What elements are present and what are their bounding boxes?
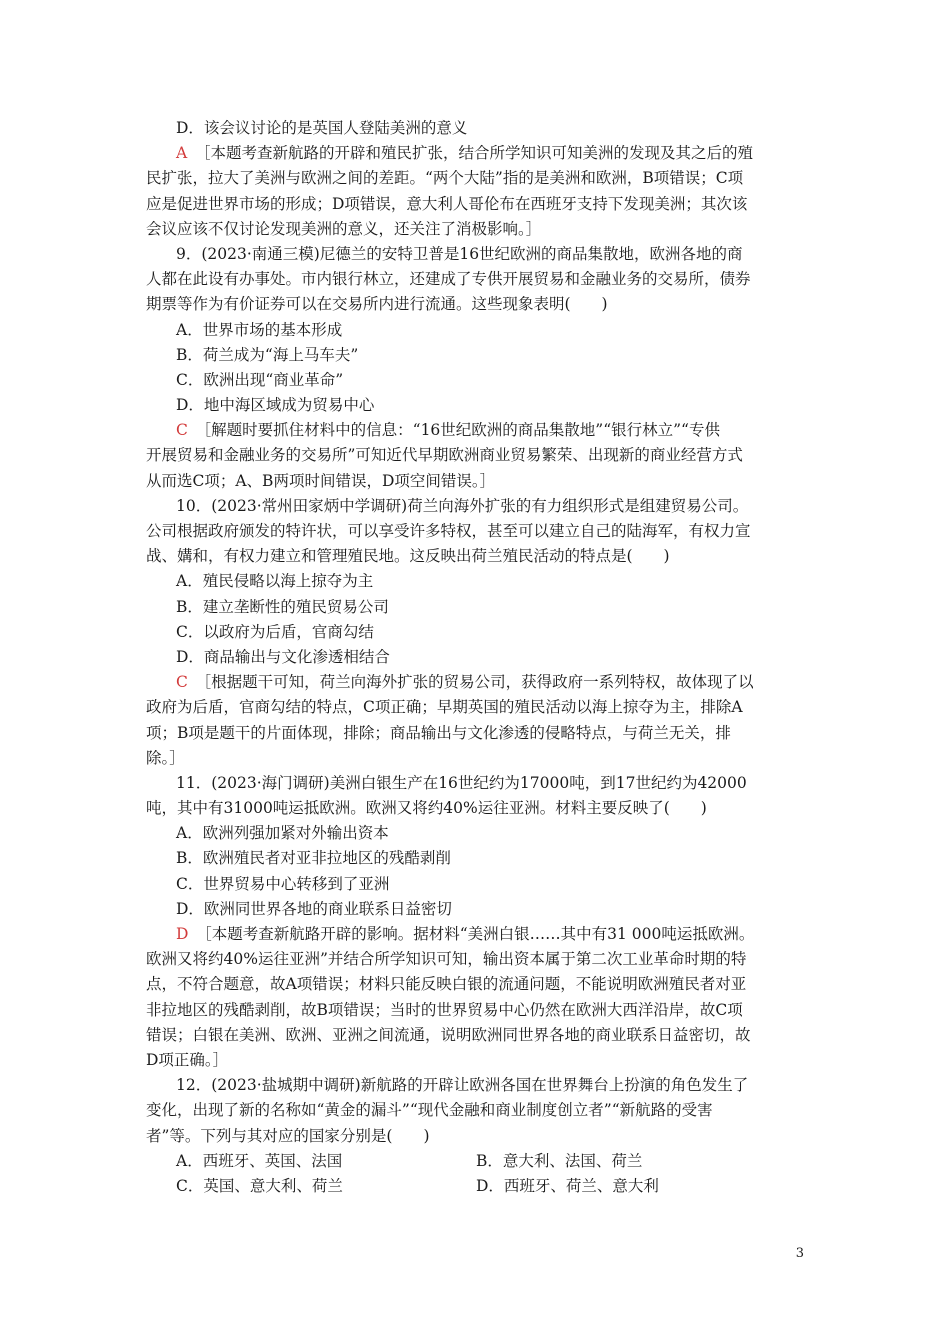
- q10-stem-line: 10．(2023·常州田家炳中学调研)荷兰向海外扩张的有力组织形式是组建贸易公司。: [176, 496, 749, 515]
- q11-stem-line: 吨，其中有31000吨运抵欧洲。欧洲又将约40%运往亚洲。材料主要反映了( ): [146, 799, 707, 818]
- q9-option-a: A．世界市场的基本形成: [176, 320, 343, 339]
- q11-option-c: C．世界贸易中心转移到了亚洲: [176, 874, 390, 893]
- q9-option-d: D．地中海区域成为贸易中心: [176, 396, 375, 415]
- q11-stem-line: 11．(2023·海门调研)美洲白银生产在16世纪约为17000吨，到17世纪约为42000: [176, 773, 747, 792]
- q10-answer-letter: C: [176, 673, 188, 692]
- q10-option-c: C．以政府为后盾，官商勾结: [176, 622, 374, 641]
- q12-option-b: B．意大利、法国、荷兰: [476, 1151, 643, 1170]
- q10-stem-line: 战、媾和，有权力建立和管理殖民地。这反映出荷兰殖民活动的特点是( ): [146, 547, 670, 566]
- q8-answer-letter: A: [176, 144, 188, 163]
- q12-options-row-2: [146, 1174, 810, 1199]
- q11-answer-line: 欧洲又将约40%运往亚洲”并结合所学知识可知，输出资本属于第二次工业革命时期的特: [146, 950, 747, 969]
- q11-answer-line: 点，不符合题意，故A项错误；材料只能反映白银的流通问题，不能说明欧洲殖民者对亚: [146, 975, 747, 994]
- q12-option-d: D．西班牙、荷兰、意大利: [476, 1176, 659, 1195]
- q10-option-a: A．殖民侵略以海上掠夺为主: [176, 572, 374, 591]
- q12-stem-line: 者”等。下列与其对应的国家分别是( ): [146, 1126, 430, 1145]
- q10-answer-line: 除。］: [146, 748, 185, 767]
- q9-option-c: C．欧洲出现“商业革命”: [176, 370, 344, 389]
- q10-answer-line-1: C ［根据题干可知，荷兰向海外扩张的贸易公司，获得政府一系列特权，故体现了以: [176, 673, 754, 692]
- q8-answer-line-1: A ［本题考查新航路的开辟和殖民扩张，结合所学知识可知美洲的发现及其之后的殖: [176, 144, 753, 163]
- q10-stem-line: 公司根据政府颁发的特许状，可以享受许多特权，甚至可以建立自己的陆海军，有权力宣: [146, 522, 751, 540]
- content-body: [146, 116, 810, 1199]
- q11-answer-line: 错误；白银在美洲、欧洲、亚洲之间流通，说明欧洲同世界各地的商业联系日益密切，故: [146, 1025, 751, 1044]
- q12-option-c: C．英国、意大利、荷兰: [176, 1176, 343, 1195]
- q8-answer-line: 应是促进世界市场的形成；D项错误，意大利人哥伦布在西班牙支持下发现美洲；其次该: [146, 194, 748, 213]
- page-number: 3: [795, 1246, 804, 1261]
- q12-stem-line: 变化，出现了新的名称如“黄金的漏斗”“现代金融和商业制度创立者”“新航路的受害: [146, 1101, 713, 1120]
- q12-option-a: A．西班牙、英国、法国: [176, 1151, 343, 1170]
- q11-answer-line: 非拉地区的残酷剥削，故B项错误；当时的世界贸易中心仍然在欧洲大西洋沿岸，故C项: [146, 1000, 743, 1019]
- q12-options-row-1: [146, 1149, 810, 1174]
- q9-option-b: B．荷兰成为“海上马车夫”: [176, 345, 359, 364]
- q11-answer-line-1: D ［本题考查新航路开辟的影响。据材料“美洲白银……其中有31 000吨运抵欧洲。: [176, 925, 755, 943]
- q11-answer-line: D项正确。］: [146, 1050, 229, 1069]
- q9-stem-line: 期票等作为有价证券可以在交易所内进行流通。这些现象表明( ): [146, 295, 608, 314]
- q9-answer-line: 从而选C项；A、B两项时间错误，D项空间错误。］: [146, 471, 496, 490]
- q9-stem-line: 9．(2023·南通三模)尼德兰的安特卫普是16世纪欧洲的商品集散地，欧洲各地的商: [176, 244, 743, 263]
- q10-answer-line: 项；B项是题干的片面体现，排除；商品输出与文化渗透的侵略特点，与荷兰无关，排: [146, 723, 731, 742]
- q9-answer-line: 开展贸易和金融业务的交易所”可知近代早期欧洲商业贸易繁荣、出现新的商业经营方式: [146, 446, 743, 465]
- q9-stem-line: 人都在此设有办事处。市内银行林立，还建成了专供开展贸易和金融业务的交易所，债券: [146, 270, 751, 289]
- q9-answer-line-1: C ［解题时要抓住材料中的信息：“16世纪欧洲的商品集散地”“银行林立”“专供: [176, 421, 720, 440]
- q8-answer-line: 民扩张，拉大了美洲与欧洲之间的差距。“两个大陆”指的是美洲和欧洲，B项错误；C项: [146, 169, 744, 188]
- q12-stem-line: 12．(2023·盐城期中调研)新航路的开辟让欧洲各国在世界舞台上扮演的角色发生了: [176, 1076, 749, 1095]
- q10-answer-line: 政府为后盾，官商勾结的特点，C项正确；早期英国的殖民活动以海上掠夺为主，排除A: [146, 698, 743, 717]
- q9-answer-letter: C: [176, 421, 188, 440]
- q11-answer-letter: D: [176, 925, 189, 943]
- q8-option-d: D．该会议讨论的是英国人登陆美洲的意义: [176, 119, 468, 137]
- q10-option-d: D．商品输出与文化渗透相结合: [176, 647, 390, 666]
- q11-option-a: A．欧洲列强加紧对外输出资本: [176, 824, 389, 843]
- q11-option-b: B．欧洲殖民者对亚非拉地区的残酷剥削: [176, 849, 451, 868]
- q10-option-b: B．建立垄断性的殖民贸易公司: [176, 597, 389, 616]
- q11-option-d: D．欧洲同世界各地的商业联系日益密切: [176, 899, 452, 918]
- q8-answer-line: 会议应该不仅讨论发现美洲的意义，还关注了消极影响。］: [146, 219, 542, 238]
